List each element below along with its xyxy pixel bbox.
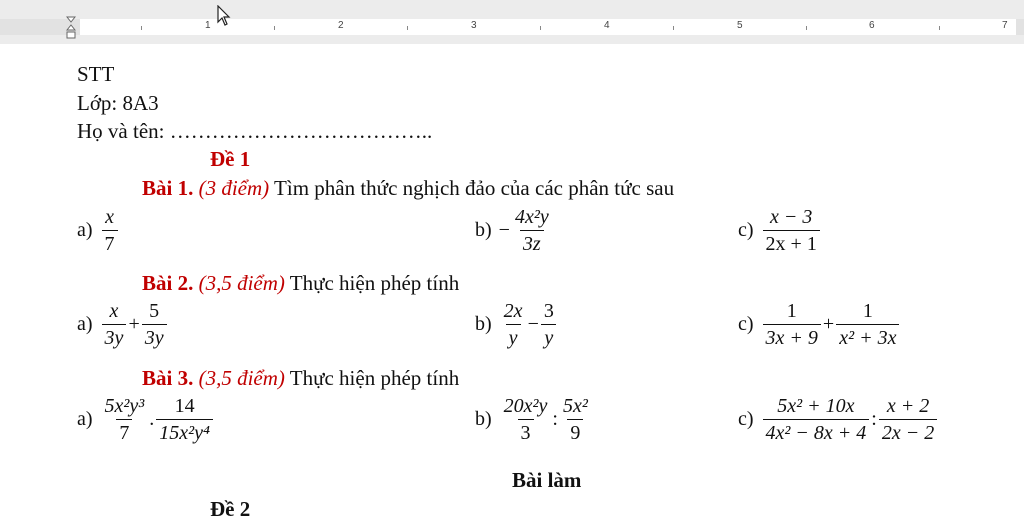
fraction — [836, 300, 899, 349]
denominator: 3x + 9 — [763, 324, 821, 349]
item-label: a) — [77, 408, 93, 430]
indent-marker-icon[interactable] — [66, 16, 76, 42]
name-line: Họ và tên: ……………………………….. — [77, 119, 433, 143]
item-label: c) — [738, 313, 754, 335]
ruler-number: 2 — [338, 20, 344, 31]
ruler-number: 4 — [604, 20, 610, 31]
numerator: 20x²y — [503, 395, 548, 417]
ruler-tick — [806, 26, 807, 30]
bai3-heading — [142, 366, 459, 390]
operator: + — [822, 313, 835, 335]
stt-label: STT — [77, 62, 115, 86]
bai3-points: (3,5 điểm) — [198, 366, 285, 390]
operator: − — [527, 313, 539, 335]
numerator: 14 — [174, 395, 195, 417]
operator: : — [871, 408, 877, 430]
ruler-tick — [274, 26, 275, 30]
denominator: 2x − 2 — [879, 419, 937, 444]
item-label: a) — [77, 313, 93, 335]
bai2-heading — [142, 271, 459, 295]
item-label: b) — [475, 219, 492, 241]
denominator: 4x² − 8x + 4 — [763, 419, 870, 444]
numerator: 1 — [786, 300, 797, 322]
bai2-item-c — [738, 300, 900, 349]
mouse-pointer-icon — [217, 5, 233, 27]
bai2-text: Thực hiện phép tính — [289, 271, 460, 295]
denominator: 7 — [116, 419, 132, 444]
denominator: y — [541, 324, 556, 349]
item-label: a) — [77, 219, 93, 241]
fraction — [541, 300, 557, 349]
denominator: 3y — [142, 324, 167, 349]
numerator: x — [109, 300, 119, 322]
bai1-points: (3 điểm) — [198, 176, 270, 200]
bai1-heading — [142, 176, 674, 200]
bai1-label: Bài 1. — [142, 176, 194, 200]
bai3-item-a — [77, 395, 214, 444]
fraction — [512, 206, 552, 255]
next-exam-title: Đề 2 — [210, 497, 251, 521]
numerator: 5x²y³ — [104, 395, 145, 417]
fraction — [763, 395, 870, 444]
numerator: x + 2 — [886, 395, 930, 417]
fraction — [501, 395, 551, 444]
class-line: Lớp: 8A3 — [77, 91, 159, 115]
numerator: 2x — [503, 300, 523, 322]
denominator: 15x²y⁴ — [156, 419, 213, 444]
fraction — [102, 300, 127, 349]
numerator: 5x² + 10x — [777, 395, 855, 417]
denominator: 3 — [518, 419, 534, 444]
bai3-label: Bài 3. — [142, 366, 194, 390]
operator: . — [149, 408, 155, 430]
numerator: 5 — [149, 300, 160, 322]
bai1-item-a — [77, 206, 119, 255]
bai2-item-b — [475, 300, 558, 349]
item-label: b) — [475, 313, 492, 335]
exam-title: Đề 1 — [210, 147, 251, 171]
fraction — [102, 395, 148, 444]
fraction — [763, 206, 820, 255]
ruler-tick — [141, 26, 142, 30]
bai3-item-b — [475, 395, 592, 444]
denominator: x² + 3x — [836, 324, 899, 349]
denominator: 9 — [567, 419, 583, 444]
ruler-tick — [540, 26, 541, 30]
numerator: 5x² — [562, 395, 588, 417]
ruler-number: 5 — [737, 20, 743, 31]
bai1-text: Tìm phân thức nghịch đảo của các phân tức sau — [274, 176, 675, 200]
ruler-number: 3 — [471, 20, 477, 31]
ruler[interactable] — [0, 0, 1024, 44]
ruler-number: 6 — [869, 20, 875, 31]
numerator: 3 — [543, 300, 554, 322]
item-label: c) — [738, 219, 754, 241]
bai2-item-a — [77, 300, 168, 349]
bai3-item-c — [738, 395, 938, 444]
fraction — [156, 395, 213, 444]
operator: + — [128, 313, 140, 335]
item-label: c) — [738, 408, 754, 430]
operator: − — [498, 219, 510, 241]
ruler-tick — [673, 26, 674, 30]
numerator: x − 3 — [770, 206, 813, 228]
numerator: x — [105, 206, 114, 228]
numerator: 1 — [862, 300, 873, 322]
numerator: 4x²y — [514, 206, 549, 228]
bai3-text: Thực hiện phép tính — [289, 366, 460, 390]
ruler-tick — [939, 26, 940, 30]
item-label: b) — [475, 408, 492, 430]
denominator: 3y — [102, 324, 127, 349]
bai1-item-c — [738, 206, 821, 255]
fraction — [560, 395, 591, 444]
fraction — [102, 206, 118, 255]
ruler-number: 1 — [205, 20, 211, 31]
denominator: y — [506, 324, 521, 349]
denominator: 7 — [102, 230, 118, 255]
bai1-item-b — [475, 206, 553, 255]
fraction — [763, 300, 821, 349]
operator: : — [552, 408, 558, 430]
bai2-points: (3,5 điểm) — [198, 271, 285, 295]
fraction — [879, 395, 937, 444]
ruler-tick — [407, 26, 408, 30]
bai2-label: Bài 2. — [142, 271, 194, 295]
denominator: 2x + 1 — [763, 230, 820, 255]
fraction — [142, 300, 167, 349]
work-heading: Bài làm — [512, 468, 582, 492]
denominator: 3z — [520, 230, 544, 255]
ruler-number: 7 — [1002, 20, 1008, 31]
fraction — [501, 300, 526, 349]
